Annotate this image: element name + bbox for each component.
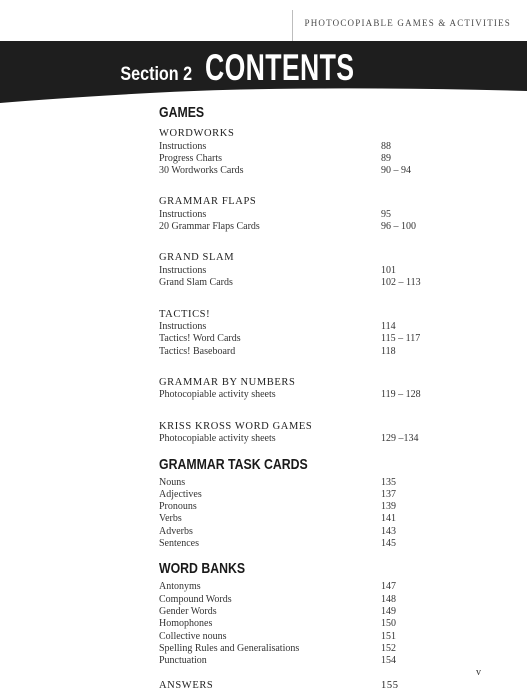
category-heading-word-banks: WORD BANKS <box>159 560 246 578</box>
group-title: WORDWORKS <box>159 128 235 139</box>
entry-label: Tactics! Baseboard <box>159 345 236 357</box>
entry-label: Antonyms <box>159 581 201 593</box>
entry-label: Tactics! Word Cards <box>159 333 241 345</box>
entry-label: Instructions <box>159 140 207 152</box>
toc-entry[interactable] <box>159 606 459 618</box>
toc-entry[interactable] <box>159 277 459 289</box>
entry-page: 147 <box>381 581 396 593</box>
entry-page: 151 <box>381 630 396 642</box>
entry-label: Homophones <box>159 618 213 630</box>
entry-page: 102 – 113 <box>381 277 421 289</box>
toc-entry[interactable] <box>159 538 459 550</box>
entry-page: 154 <box>381 655 396 667</box>
toc-group <box>159 196 459 233</box>
entry-page: 119 – 128 <box>381 389 421 401</box>
entry-page: 114 <box>381 321 396 333</box>
toc-entry[interactable] <box>159 618 459 630</box>
toc-entry[interactable] <box>159 165 459 177</box>
category-heading-games: GAMES <box>159 104 205 121</box>
answers-page: 155 <box>381 680 399 692</box>
running-header: PHOTOCOPIABLE GAMES & ACTIVITIES <box>292 10 527 41</box>
entry-label: Nouns <box>159 476 186 488</box>
toc-entry[interactable] <box>159 333 459 345</box>
entry-page: 137 <box>381 488 396 500</box>
entry-label: 30 Wordworks Cards <box>159 165 244 177</box>
toc-entry[interactable] <box>159 501 459 513</box>
entry-label: Instructions <box>159 321 207 333</box>
entry-label: Punctuation <box>159 655 207 667</box>
entry-label: Instructions <box>159 264 207 276</box>
entry-page: 96 – 100 <box>381 221 416 233</box>
entry-page: 135 <box>381 476 396 488</box>
entry-label: Instructions <box>159 208 207 220</box>
entry-label: Adverbs <box>159 525 193 537</box>
toc-entry[interactable] <box>159 221 459 233</box>
section-label: Section 2 <box>120 64 193 85</box>
entry-page: 148 <box>381 593 396 605</box>
entry-label: Progress Charts <box>159 152 223 164</box>
toc-group <box>159 421 459 446</box>
toc-group <box>159 477 459 551</box>
entry-label: Gender Words <box>159 605 217 617</box>
entry-label: Collective nouns <box>159 630 227 642</box>
toc-entry[interactable] <box>159 489 459 501</box>
entry-label: Photocopiable activity sheets <box>159 433 276 445</box>
toc-entry[interactable] <box>159 477 459 489</box>
group-title: GRAMMAR BY NUMBERS <box>159 376 296 388</box>
entry-page: 139 <box>381 501 396 513</box>
toc-entry[interactable] <box>159 141 459 153</box>
toc-entry[interactable] <box>159 631 459 643</box>
entry-page: 150 <box>381 618 396 630</box>
group-title: GRAMMAR FLAPS <box>159 196 257 208</box>
toc-entry[interactable] <box>159 389 459 401</box>
toc-entry[interactable] <box>159 209 459 221</box>
toc-group <box>159 377 459 402</box>
entry-page: 143 <box>381 525 396 537</box>
category-heading-task-cards: GRAMMAR TASK CARDS <box>159 455 308 473</box>
entry-label: Grand Slam Cards <box>159 277 233 289</box>
entry-label: Adjectives <box>159 488 202 500</box>
toc-entry[interactable] <box>159 526 459 538</box>
toc-entry[interactable] <box>159 655 459 667</box>
entry-page: 145 <box>381 538 396 550</box>
entry-label: Spelling Rules and Generalisations <box>159 642 300 654</box>
page-number: v <box>476 667 481 678</box>
toc-group <box>159 581 459 667</box>
banner-title <box>0 47 527 89</box>
contents-list <box>159 104 459 693</box>
entry-page: 90 – 94 <box>381 165 411 177</box>
toc-entry[interactable] <box>159 581 459 593</box>
entry-label: Pronouns <box>159 501 197 513</box>
toc-group <box>159 128 459 177</box>
entry-label: Compound Words <box>159 593 232 605</box>
entry-page: 141 <box>381 513 396 525</box>
entry-page: 129 –134 <box>381 433 419 445</box>
group-title: KRISS KROSS WORD GAMES <box>159 420 313 432</box>
entry-label: Photocopiable activity sheets <box>159 389 276 401</box>
toc-entry[interactable] <box>159 643 459 655</box>
page-title: CONTENTS <box>205 47 355 88</box>
entry-label: 20 Grammar Flaps Cards <box>159 221 260 233</box>
entry-page: 101 <box>381 264 396 276</box>
entry-label: Sentences <box>159 538 199 550</box>
entry-page: 115 – 117 <box>381 333 421 345</box>
entry-page: 152 <box>381 642 396 654</box>
toc-entry[interactable] <box>159 321 459 333</box>
entry-page: 89 <box>381 152 391 164</box>
toc-entry[interactable] <box>159 433 459 445</box>
group-title: TACTICS! <box>159 308 211 320</box>
answers-label: ANSWERS <box>159 680 214 692</box>
toc-entry[interactable] <box>159 346 459 358</box>
toc-group <box>159 309 459 358</box>
entry-page: 118 <box>381 345 396 357</box>
toc-entry-answers[interactable] <box>159 680 459 693</box>
toc-entry[interactable] <box>159 153 459 165</box>
toc-entry[interactable] <box>159 513 459 525</box>
entry-label: Verbs <box>159 513 182 525</box>
entry-page: 88 <box>381 140 391 152</box>
toc-group <box>159 252 459 289</box>
group-title: GRAND SLAM <box>159 252 235 264</box>
toc-entry[interactable] <box>159 594 459 606</box>
section-banner <box>0 41 527 105</box>
entry-page: 149 <box>381 605 396 617</box>
toc-entry[interactable] <box>159 265 459 277</box>
entry-page: 95 <box>381 208 391 220</box>
